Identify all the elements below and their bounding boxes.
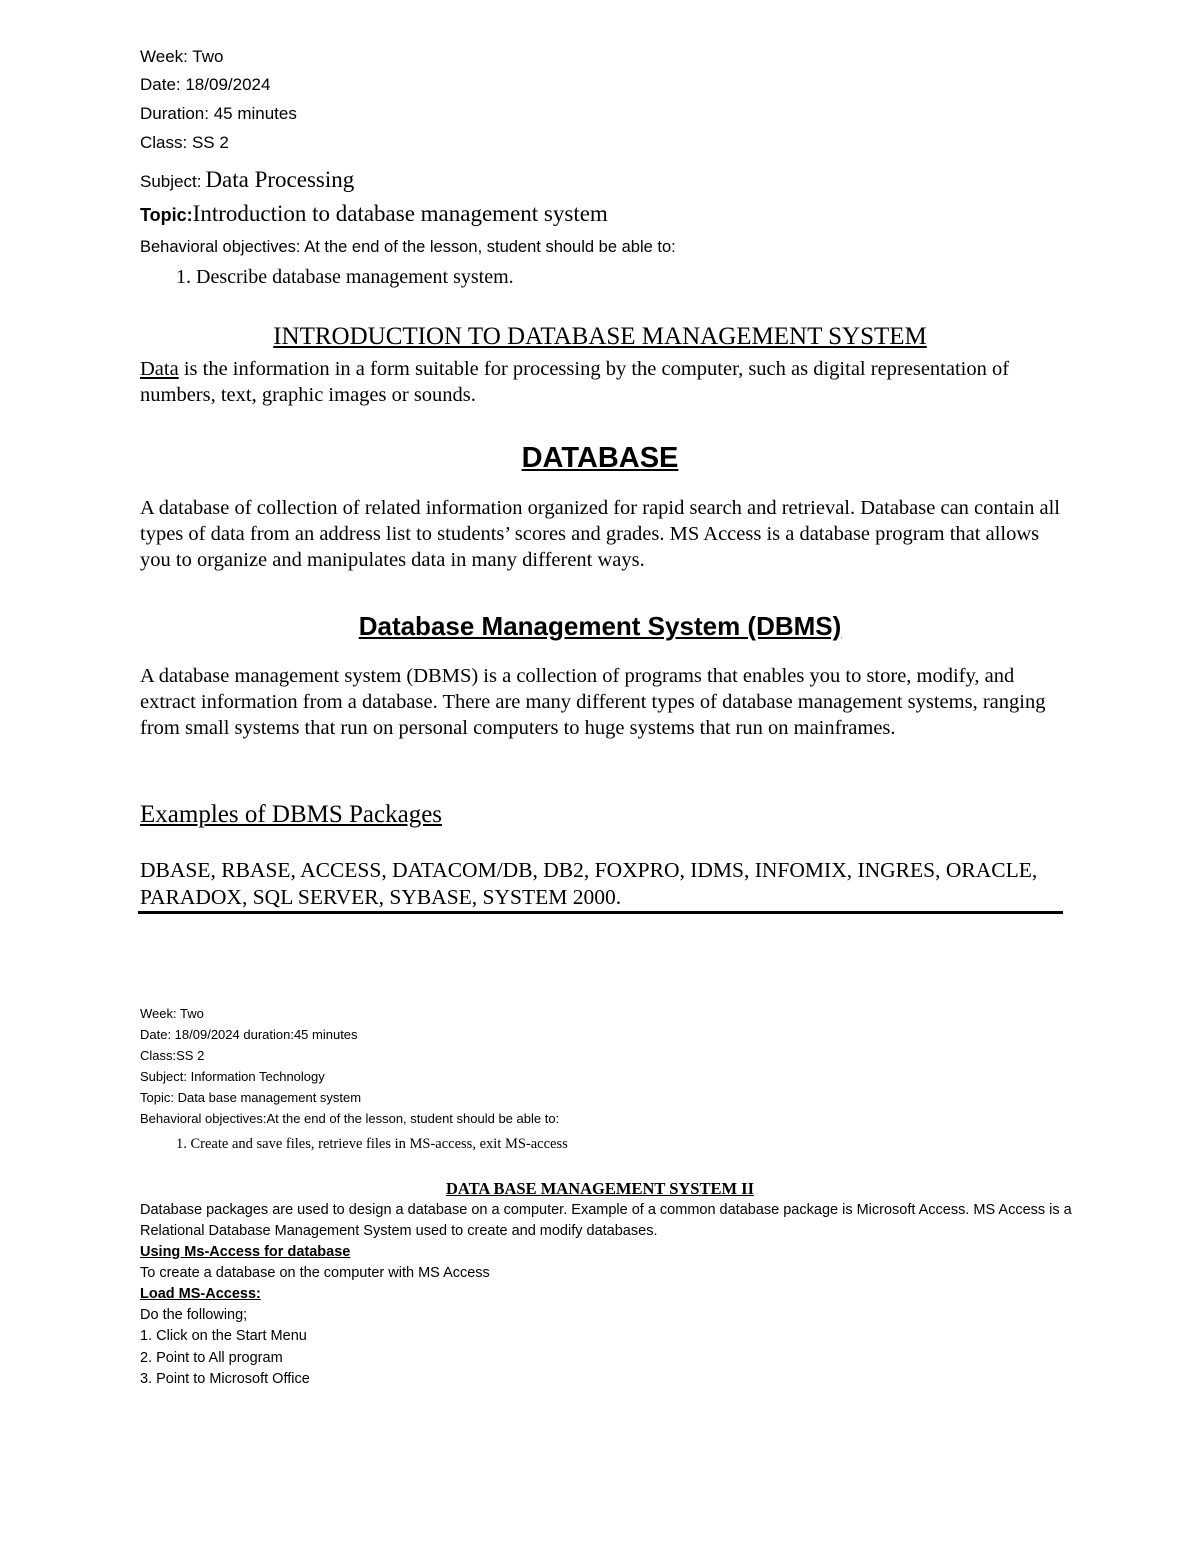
subject-value: Data Processing [205,167,355,192]
topic-line-2: Topic: Data base management system [140,1090,362,1105]
do-following: Do the following; [140,1307,248,1323]
dbms-heading: Database Management System (DBMS) [358,611,842,641]
examples-heading: Examples of DBMS Packages [140,801,443,828]
week-line: Week: Two [140,47,224,66]
dbms-ii-heading: DATA BASE MANAGEMENT SYSTEM II [445,1179,755,1198]
subject-line-2: Subject: Information Technology [140,1069,325,1084]
step-item: 3. Point to Microsoft Office [140,1371,310,1387]
dbms-ii-intro: Database packages are used to design a database on a computer. Example of a common database package is Microsoft Access. MS Access is a Relational Database Management System used to create and modify databases. [140,1202,1072,1239]
objectives-line-2: Behavioral objectives:At the end of the lesson, student should be able to: [140,1111,560,1126]
step-item: 2. Point to All program [140,1350,283,1366]
topic-value: Introduction to database management system [192,201,608,226]
examples-text: DBASE, RBASE, ACCESS, DATACOM/DB, DB2, FOXPRO, IDMS, INFOMIX, INGRES, ORACLE, PARADOX, SQL SERVER, SYBASE, SYSTEM 2000. [140,858,1038,909]
objectives-label: Behavioral objectives: [140,238,301,256]
using-heading: Using Ms-Access for database [140,1244,351,1260]
class-line-2: Class:SS 2 [140,1048,205,1063]
database-heading: DATABASE [521,442,679,474]
data-definition-text: is the information in a form suitable for processing by the computer, such as digital representation of numbers, text, graphic images or sounds. [140,358,1010,406]
objective-item-2: 1. Create and save files, retrieve files in MS-access, exit MS-access [176,1136,568,1152]
dbms-text: A database management system (DBMS) is a collection of programs that enables you to store, modify, and extract information from a database. There are many different types of database management systems, ranging from small systems that run on personal computers to huge systems that run on mainframes. [140,665,1046,739]
objectives-text: At the end of the lesson, student should be able to: [304,238,676,256]
data-definition [140,356,1070,408]
topic-line [140,201,608,227]
data-word: Data [140,358,179,380]
load-heading: Load MS-Access: [140,1286,261,1302]
database-text: A database of collection of related information organized for rapid search and retrieval. Database can contain all types of data from an address list to students’ scores and grades. MS Access is a database program that allows you to organize and manipulates data in many different ways. [140,497,1061,571]
section-divider [138,911,1063,914]
topic-label: Topic: [140,205,193,225]
objectives-line [140,238,676,257]
create-text: To create a database on the computer with MS Access [140,1265,490,1281]
date-line: Date: 18/09/2024 [140,75,271,94]
subject-label: Subject: [140,172,202,191]
subject-line [140,167,354,193]
week-line-2: Week: Two [140,1006,204,1021]
objective-item: 1. Describe database management system. [176,266,514,288]
step-item: 1. Click on the Start Menu [140,1328,307,1344]
intro-heading: INTRODUCTION TO DATABASE MANAGEMENT SYSTEM [273,323,927,350]
class-line: Class: SS 2 [140,133,229,152]
date-line-2: Date: 18/09/2024 duration:45 minutes [140,1027,358,1042]
duration-line: Duration: 45 minutes [140,104,297,123]
